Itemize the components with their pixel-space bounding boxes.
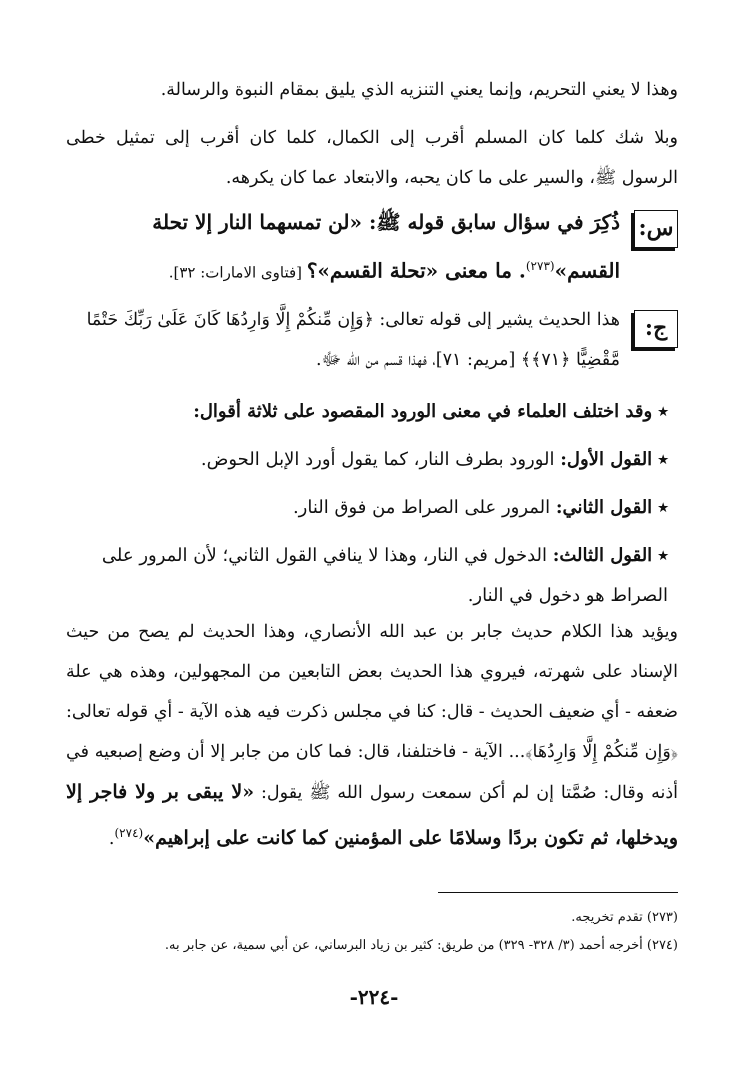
question-source: [فتاوى الامارات: ٣٢]. (168, 263, 307, 282)
intro-paragraph: وبلا شك كلما كان المسلم أقرب إلى الكمال، كلما كان أقرب إلى تمثيل خطى الرسول ﷺ، والسير على ما كان يحبه، والابتعاد عما كان يكرهه. (66, 128, 678, 188)
question-body-2: . ما معنى «تحلة القسم»؟ (306, 258, 526, 283)
footnote-273: (٢٧٣) تقدم تخريجه. (571, 910, 678, 925)
bullet-intro: ٭وقد اختلف العلماء في معنى الورود المقصود على ثلاثة أقوال: (193, 401, 668, 422)
bullet-star-icon: ٭ (658, 401, 668, 422)
question-label-box: س: (634, 210, 678, 248)
page-number: -٢٢٤- (349, 985, 399, 1009)
question-body: ذُكِرَ في سؤال سابق قوله ﷺ: «لن تمسهما النار إلا تحلة القسم» (152, 210, 620, 283)
bullet-opinion-2: ٭القول الثاني: المرور على الصراط من فوق النار. (292, 497, 668, 518)
footnote-ref-274: (٢٧٤) (114, 826, 144, 840)
question-text (66, 200, 620, 295)
bullet-opinion-3: ٭القول الثالث: الدخول في النار، وهذا لا ينافي القول الثاني؛ لأن المرور على الصراط هو دخول في النار. (101, 545, 668, 606)
bullet-star-icon: ٭ (658, 497, 668, 518)
answer-text: هذا الحديث يشير إلى قوله تعالى: ﴿وَإِن مِّنكُمْ إِلَّا وَارِدُهَا كَانَ عَلَىٰ رَبِّكَ حَتْمًا مَّقْضِيًّا ﴿٧١﴾﴾ [مريم: ٧١]، فهذا قسم من الله ﷻ. (86, 310, 620, 370)
bullet-star-icon: ٭ (658, 449, 668, 470)
footnote-ref-273: (٢٧٣) (525, 259, 555, 273)
hadith-quote: «لا يبقى بر ولا فاجر إلا ويدخلها، ثم تكون بردًا وسلامًا على المؤمنين كما كانت على إبراهيم» (66, 781, 678, 849)
intro-line: وهذا لا يعني التحريم، وإنما يعني التنزيه الذي يليق بمقام النبوة والرسالة. (160, 80, 678, 100)
bullet-opinion-1: ٭القول الأول: الورود بطرف النار، كما يقول أورد الإبل الحوض. (200, 449, 668, 470)
footnote-274: (٢٧٤) أخرجه أحمد (٣/ ٣٢٨- ٣٢٩) من طريق: كثير بن زياد البرساني، عن أبي سمية، عن جابر به. (164, 938, 678, 953)
supporting-paragraph: ويؤيد هذا الكلام حديث جابر بن عبد الله الأنصاري، وهذا الحديث لم يصح من حيث الإسناد على شهرته، فيروي هذا الحديث بعض التابعين من المجهولين، وهذه هي علة ضعفه - أي ضعيف الحديث - قال: كنا في مجلس ذكرت فيه هذه الآية - أي قوله تعالى: ﴿وَإِن مِّنكُمْ إِلَّا وَارِدُهَا﴾... الآية - فاختلفنا، قال: فما كان من جابر إلا أن وضع إصبعيه في أذنه وقال: صُمَّتا إن لم أكن سمعت رسول الله ﷺ يقول: «لا يبقى بر ولا فاجر إلا ويدخلها، ثم تكون بردًا وسلامًا على المؤمنين كما كانت على إبراهيم»$^{(٢٧٤)}$. (66, 622, 678, 849)
answer-label-box: ج: (634, 310, 678, 348)
footnote-divider (438, 892, 678, 893)
bullet-star-icon: ٭ (658, 545, 668, 566)
